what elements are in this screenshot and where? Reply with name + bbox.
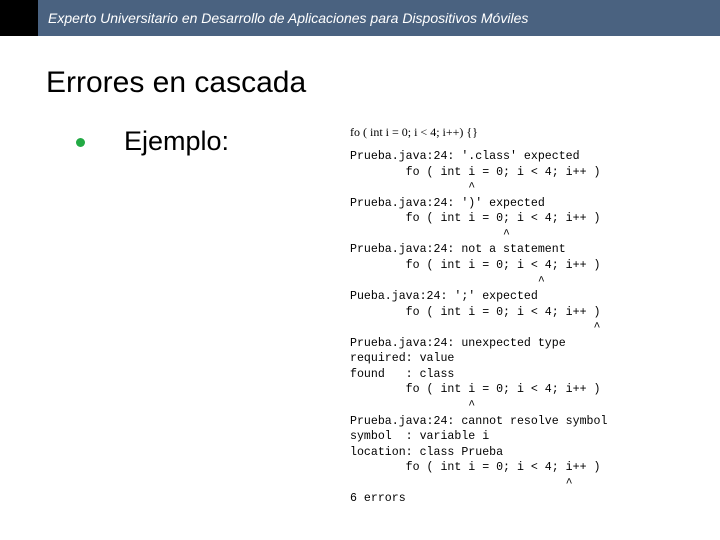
code-line: fo ( int i = 0; i < 4; i++ ) [350,383,601,397]
code-line: ^ [350,227,511,241]
code-line: ^ [350,274,545,288]
bullet-text: Ejemplo: [124,126,230,156]
code-line: Prueba.java:24: cannot resolve symbol [350,414,608,428]
code-header: fo ( int i = 0; i < 4; i++) {} [350,125,478,139]
code-line: Pueba.java:24: ';' expected [350,290,538,304]
code-block [350,149,607,507]
code-line: Prueba.java:24: unexpected type [350,336,566,350]
code-line: Prueba.java:24: not a statement [350,243,566,257]
code-line: fo ( int i = 0; i < 4; i++ ) [350,165,601,179]
code-line: fo ( int i = 0; i < 4; i++ ) [350,212,601,226]
code-line: 6 errors [350,492,406,506]
code-line: fo ( int i = 0; i < 4; i++ ) [350,258,601,272]
code-line: ^ [350,321,601,335]
code-line: found : class [350,367,455,381]
code-line: ^ [350,476,573,490]
code-line: symbol : variable i [350,430,490,444]
bullet-icon [76,138,85,147]
code-line: Prueba.java:24: '.class' expected [350,150,580,163]
slide-title: Errores en cascada [46,66,307,99]
code-line: ^ [350,399,476,412]
code-line: fo ( int i = 0; i < 4; i++ ) [350,305,601,319]
code-line: Prueba.java:24: ')' expected [350,196,545,210]
header-title: Experto Universitario en Desarrollo de Aplicaciones para Dispositivos Móviles [48,10,529,26]
code-line: ^ [350,181,476,195]
logo [0,0,38,36]
code-line: fo ( int i = 0; i < 4; i++ ) [350,461,601,475]
code-line: required: value [350,352,455,366]
code-line: location: class Prueba [350,445,504,459]
header-bar [0,0,720,36]
